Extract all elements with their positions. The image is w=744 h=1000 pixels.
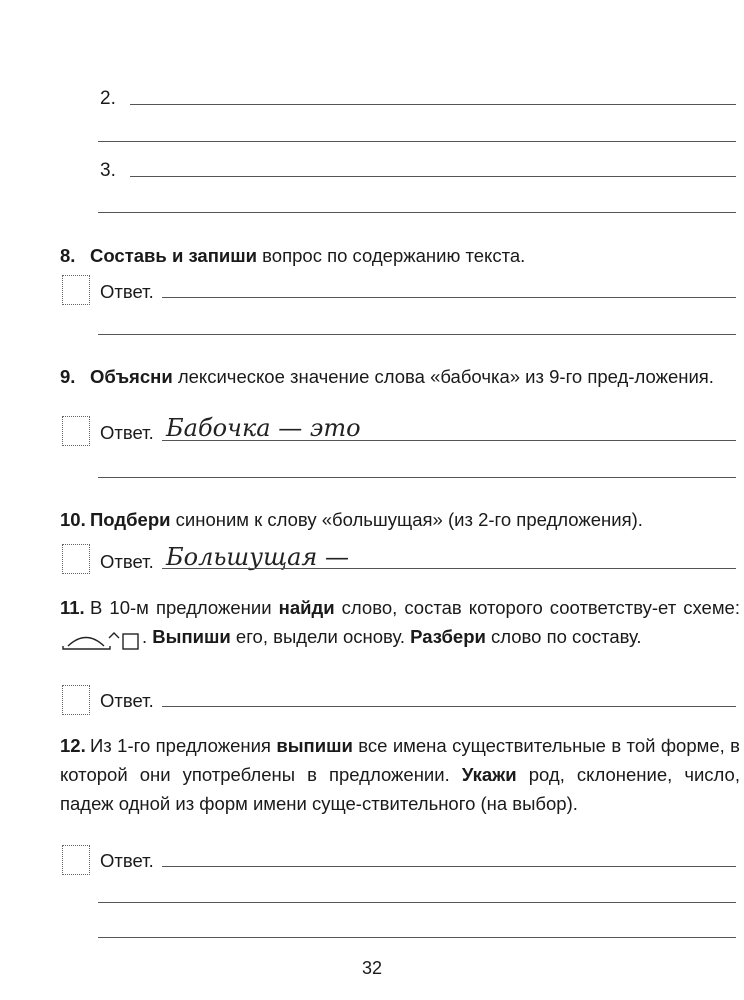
question-text: В 10-м предложении bbox=[90, 597, 279, 618]
score-box[interactable] bbox=[62, 275, 90, 305]
score-box[interactable] bbox=[62, 845, 90, 875]
question-text: синоним к слову «большущая» (из 2-го предложения). bbox=[170, 509, 643, 530]
instruction-bold: Составь и запиши bbox=[90, 245, 258, 266]
page-number: 32 bbox=[361, 958, 383, 978]
answer-line[interactable] bbox=[162, 866, 736, 867]
question-number: 12. bbox=[60, 735, 86, 756]
answer-label: Ответ. bbox=[100, 551, 154, 572]
answer-line[interactable] bbox=[162, 568, 736, 569]
answer-line[interactable] bbox=[98, 902, 736, 903]
instruction-bold: Подбери bbox=[90, 509, 171, 530]
answer-label: Ответ. bbox=[100, 850, 154, 871]
question-8 bbox=[60, 241, 740, 270]
question-10 bbox=[60, 505, 740, 534]
score-box[interactable] bbox=[62, 685, 90, 715]
list-item-3-number: 3. bbox=[100, 160, 116, 181]
question-text: его, выдели основу. bbox=[230, 626, 411, 647]
answer-line[interactable] bbox=[162, 440, 736, 441]
answer-line[interactable] bbox=[130, 104, 736, 105]
question-text: вопрос по содержанию текста. bbox=[257, 245, 526, 266]
answer-line[interactable] bbox=[162, 706, 736, 707]
instruction-bold: найди bbox=[278, 597, 335, 618]
question-9 bbox=[60, 362, 740, 391]
answer-line[interactable] bbox=[130, 176, 736, 177]
question-number: 11. bbox=[60, 597, 85, 618]
answer-label: Ответ. bbox=[100, 690, 154, 711]
question-number: 8. bbox=[60, 245, 76, 266]
score-box[interactable] bbox=[62, 544, 90, 574]
instruction-bold: выпиши bbox=[276, 735, 353, 756]
answer-line[interactable] bbox=[98, 212, 736, 213]
handwritten-answer: Бабочка — это bbox=[166, 414, 361, 442]
question-number: 10. bbox=[60, 509, 86, 530]
instruction-bold: Выпиши bbox=[152, 626, 231, 647]
answer-line[interactable] bbox=[98, 937, 736, 938]
answer-line[interactable] bbox=[162, 297, 736, 298]
question-11: 11. В 10-м предложении найди слово, состав которого соответству-ет схеме: . Выпиши его, выдели основу. Разбери слово по составу. bbox=[60, 593, 740, 651]
answer-line[interactable] bbox=[98, 477, 736, 478]
answer-line[interactable] bbox=[98, 334, 736, 335]
question-text: род, склонение, число, падеж одной из форм имени суще-ствительного (на выбор). bbox=[60, 764, 740, 814]
instruction-bold: Объясни bbox=[90, 366, 173, 387]
answer-label: Ответ. bbox=[100, 422, 154, 443]
question-text: лексическое значение слова «бабочка» из 9-го пред-ложения. bbox=[172, 366, 714, 387]
list-item-2-number: 2. bbox=[100, 88, 116, 109]
question-text: Из 1-го предложения bbox=[90, 735, 277, 756]
instruction-bold: Укажи bbox=[461, 764, 517, 785]
answer-label: Ответ. bbox=[100, 281, 154, 302]
question-text: слово по составу. bbox=[485, 626, 642, 647]
handwritten-answer: Большущая — bbox=[166, 543, 349, 571]
instruction-bold: Разбери bbox=[410, 626, 486, 647]
question-text: слово, состав которого соответству-ет схеме: bbox=[334, 597, 740, 618]
score-box[interactable] bbox=[62, 416, 90, 446]
question-number: 9. bbox=[60, 366, 76, 387]
answer-line[interactable] bbox=[98, 141, 736, 142]
morpheme-scheme-icon bbox=[60, 626, 142, 650]
question-text: все имена существительные в той форме, в которой они употреблены в предложении. bbox=[60, 735, 741, 785]
question-12 bbox=[60, 731, 740, 818]
